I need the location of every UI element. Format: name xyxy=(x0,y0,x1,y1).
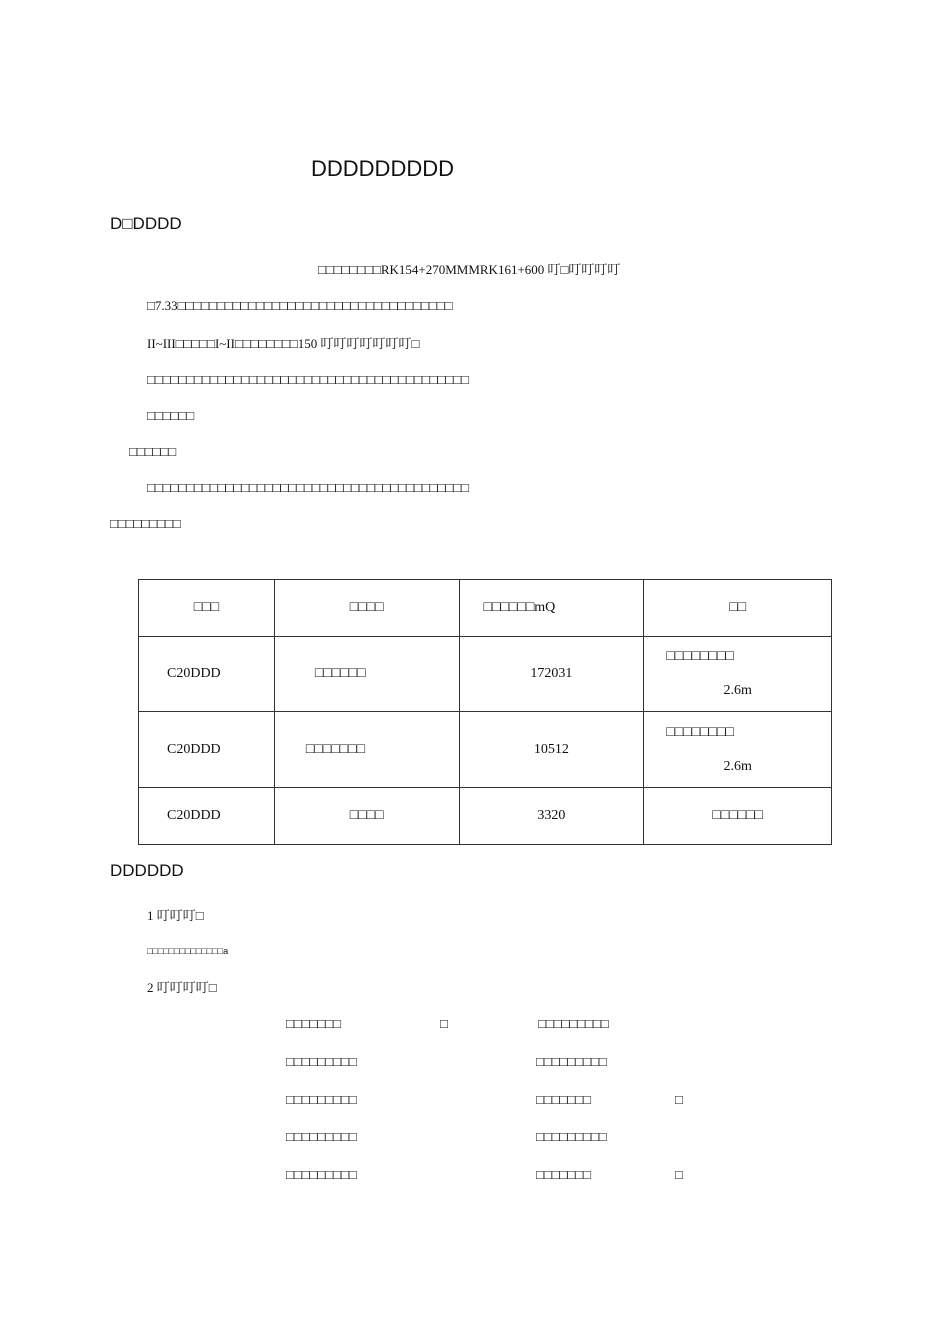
equipment-name: □□□□□□□□□ xyxy=(536,1129,607,1144)
table-row xyxy=(139,712,832,788)
table-cell-part: □□□□□□ xyxy=(274,637,459,712)
equipment-mark: □ xyxy=(675,1092,683,1107)
table-header-cell: □□□□□□mQ xyxy=(459,580,644,637)
note-line: □□□□□□□□ xyxy=(666,649,734,664)
equipment-mark: □ xyxy=(440,1016,448,1031)
table-cell-quantity: 10512 xyxy=(459,712,644,788)
table-header-cell: □□□□ xyxy=(274,580,459,637)
document-title: DDDDDDDDD xyxy=(311,156,454,181)
table-row xyxy=(139,637,832,712)
section-heading: DDDDDD xyxy=(110,861,184,880)
equipment-name: □□□□□□□ xyxy=(286,1016,341,1031)
table-cell-quantity: 172031 xyxy=(459,637,644,712)
paragraph-line: □□□□□□ xyxy=(147,408,195,423)
list-item-text: □□□□□□□□□□□□□□a xyxy=(147,946,229,956)
paragraph-line: □□□□□□□□□□□□□□□□□□□□□□□□□□□□□□□□□□□□□□□□□ xyxy=(147,372,469,387)
table-cell-grade: C20DDD xyxy=(139,788,275,845)
equipment-name: □□□□□□□□□ xyxy=(538,1016,609,1031)
equipment-name: □□□□□□□ xyxy=(536,1167,591,1182)
table-cell-part: □□□□ xyxy=(274,788,459,845)
note-line: 2.6m xyxy=(723,683,752,698)
table-cell-grade: C20DDD xyxy=(139,712,275,788)
equipment-name: □□□□□□□□□ xyxy=(286,1092,357,1107)
paragraph-line: □□□□□□□□□ xyxy=(110,516,181,531)
equipment-name: □□□□□□□ xyxy=(536,1092,591,1107)
table-header-cell: □□ xyxy=(644,580,832,637)
equipment-mark: □ xyxy=(675,1167,683,1182)
section-heading: D□DDDD xyxy=(110,214,182,233)
table-cell-note: □□□□□□ xyxy=(644,788,832,845)
table-header-row xyxy=(139,580,832,637)
equipment-name: □□□□□□□□□ xyxy=(286,1054,357,1069)
table-cell-note xyxy=(644,712,832,788)
equipment-name: □□□□□□□□□ xyxy=(286,1129,357,1144)
table-cell-quantity: 3320 xyxy=(459,788,644,845)
paragraph-line: □□□□□□ xyxy=(129,444,177,459)
list-item-label: 2 叮叮叮叮□ xyxy=(147,980,217,995)
paragraph-line: II~III□□□□□I~II□□□□□□□□150 叮叮叮叮叮叮叮□ xyxy=(147,336,420,351)
table-cell-part: □□□□□□□ xyxy=(274,712,459,788)
table-cell-grade: C20DDD xyxy=(139,637,275,712)
note-line: 2.6m xyxy=(723,758,752,774)
table-row xyxy=(139,788,832,845)
note-line: □□□□□□□□ xyxy=(666,724,734,740)
paragraph-line: □□□□□□□□□□□□□□□□□□□□□□□□□□□□□□□□□□□□□□□□□ xyxy=(147,480,469,495)
quantity-table xyxy=(138,579,832,845)
equipment-name: □□□□□□□□□ xyxy=(536,1054,607,1069)
paragraph-line: □□□□□□□□RK154+270MMMRK161+600 叮□叮叮叮叮 xyxy=(318,262,621,277)
table-header-cell: □□□ xyxy=(139,580,275,637)
equipment-name: □□□□□□□□□ xyxy=(286,1167,357,1182)
paragraph-line: □7.33□□□□□□□□□□□□□□□□□□□□□□□□□□□□□□□□□□□ xyxy=(147,298,453,313)
table-cell-note xyxy=(644,637,832,712)
list-item-label: 1 叮叮叮□ xyxy=(147,908,204,923)
